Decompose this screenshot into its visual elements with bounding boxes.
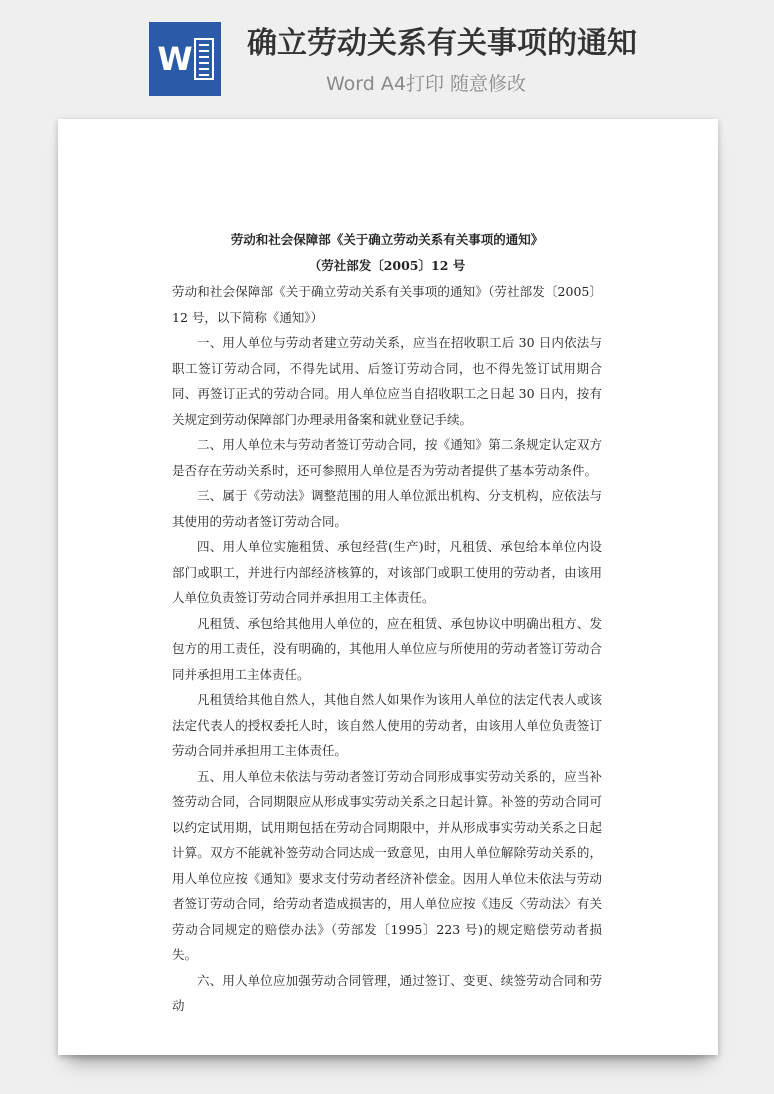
paragraph: 二、用人单位未与劳动者签订劳动合同，按《通知》第二条规定认定双方是否存在劳动关系时，还可参照用人单位是否为劳动者提供了基本劳动条件。 (172, 437, 602, 478)
document-body (172, 227, 602, 1019)
paragraph: 一、用人单位与劳动者建立劳动关系，应当在招收职工后 30 日内依法与职工签订劳动合同，不得先试用、后签订劳动合同，也不得先签订试用期合同、再签订正式的劳动合同。用人单位应当自招收职工之日起 30 日内，按有关规定到劳动保障部门办理录用备案和就业登记手续。 (172, 335, 602, 427)
document-number: （劳社部发〔2005〕12 号 (308, 258, 466, 273)
paragraph: 凡租赁给其他自然人，其他自然人如果作为该用人单位的法定代表人或该法定代表人的授权委托人时，该自然人使用的劳动者，由该用人单位负责签订劳动合同并承担用工主体责任。 (172, 692, 602, 758)
header (0, 0, 774, 110)
page-subtitle: Word A4打印 随意修改 (326, 73, 527, 95)
intro-paragraph: 劳动和社会保障部《关于确立劳动关系有关事项的通知》（劳社部发〔2005〕12 号，以下简称《通知》） (172, 284, 602, 325)
paragraph: 四、用人单位实施租赁、承包经营(生产)时，凡租赁、承包给本单位内设部门或职工，并进行内部经济核算的，对该部门或职工使用的劳动者，由该用人单位负责签订劳动合同并承担用工主体责任。 (172, 539, 602, 605)
document-title: 劳动和社会保障部《关于确立劳动关系有关事项的通知》 (230, 232, 544, 247)
word-logo-letter: W (157, 40, 193, 78)
paragraph: 五、用人单位未依法与劳动者签订劳动合同形成事实劳动关系的，应当补签劳动合同，合同期限应从形成事实劳动关系之日起计算。补签的劳动合同可以约定试用期，试用期包括在劳动合同期限中，并从形成事实劳动关系之日起计算。双方不能就补签劳动合同达成一致意见，由用人单位解除劳动关系的，用人单位应按《通知》要求支付劳动者经济补偿金。因用人单位未依法与劳动者签订劳动合同，给劳动者造成损害的，用人单位应按《违反〈劳动法〉有关劳动合同规定的赔偿办法》（劳部发〔1995〕223 号)的规定赔偿劳动者损失。 (172, 768, 602, 962)
document-lines-icon (194, 38, 214, 80)
paragraph: 三、属于《劳动法》调整范围的用人单位派出机构、分支机构，应依法与其使用的劳动者签订劳动合同。 (172, 488, 602, 529)
paragraph: 六、用人单位应加强劳动合同管理，通过签订、变更、续签劳动合同和劳动 (172, 972, 602, 1013)
page-title: 确立劳动关系有关事项的通知 (247, 26, 637, 61)
word-icon (149, 22, 221, 96)
paragraph: 凡租赁、承包给其他用人单位的，应在租赁、承包协议中明确出租方、发包方的用工责任，没有明确的，其他用人单位应与所使用的劳动者签订劳动合同并承担用工主体责任。 (172, 615, 602, 682)
document-page (58, 119, 718, 1055)
